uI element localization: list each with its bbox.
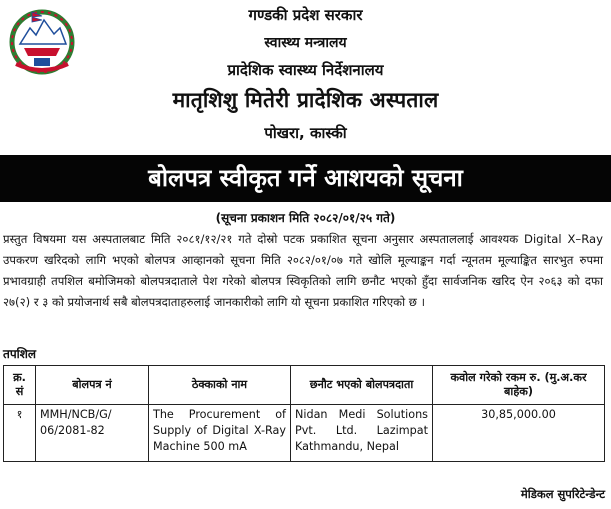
hospital-name: मातृशिशु मितेरी प्रादेशिक अस्पताल [172, 88, 439, 112]
cell-bidder: Nidan Medi Solutions Pvt. Ltd. Lazimpat Kathmandu, Nepal [291, 405, 433, 462]
table-header-row [4, 366, 605, 405]
hospital-location: पोखरा, कास्की [264, 124, 347, 142]
signature-title: मेडिकल सुपरिटेन्डेन्ट [520, 487, 605, 501]
directorate-name: प्रादेशिक स्वास्थ्य निर्देशनालय [227, 61, 384, 79]
notice-body: प्रस्तुत विषयमा यस अस्पतालबाट मिति २०८१/१२/२१ गते दोस्रो पटक प्रकाशित सूचना अनुसार अस्पताललाई आवश्यक Digital X–Ray उपकरण खरिदको लागि भएको बोलपत्र आव्हानको सूचना मिति २०८२/०१/०७ गते खोलि मूल्याङ्कन गर्दा न्यूनतम मूल्याङ्कित सारभुत रुपमा प्रभावग्राही तपशिल बमोजिमको बोलपत्रदाताले पेश गरेको बोलपत्र स्विकृतिको लागि छनौट भएको हुँदा सार्वजनिक खरिद ऐन २०६३ को दफा २७(२) र ३ को प्रयोजनार्थ सबै बोलपत्रदाताहरुलाई जानकारीको लागि यो सूचना प्रकाशित गरिएको छ । [3, 232, 603, 309]
header-bidder: छनौट भएको बोलपत्रदाता [291, 366, 433, 405]
cell-serial: १ [4, 405, 36, 462]
cell-bid-no: MMH/NCB/G/ 06/2081-82 [36, 405, 149, 462]
award-table [3, 365, 605, 462]
notice-title: बोलपत्र स्वीकृत गर्ने आशयको सूचना [0, 155, 611, 202]
header-bid-no: बोलपत्र नं [36, 366, 149, 405]
header-contract-name: ठेक्काको नाम [149, 366, 291, 405]
header-amount: कवोल गरेको रकम रु. (मु.अ.कर बाहेक) [433, 366, 605, 405]
publication-date: (सूचना प्रकाशन मिति २०८२/०१/२५ गते) [215, 211, 396, 225]
table-row [4, 405, 605, 462]
gov-name: गण्डकी प्रदेश सरकार [248, 6, 363, 24]
header-serial: क्र. सं [4, 366, 36, 405]
cell-amount: 30,85,000.00 [433, 405, 605, 462]
ministry-name: स्वास्थ्य मन्त्रालय [264, 35, 347, 51]
details-label: तपशिल [3, 347, 37, 361]
cell-contract-name: The Procurement of Supply of Digital X-Ray Machine 500 mA [149, 405, 291, 462]
